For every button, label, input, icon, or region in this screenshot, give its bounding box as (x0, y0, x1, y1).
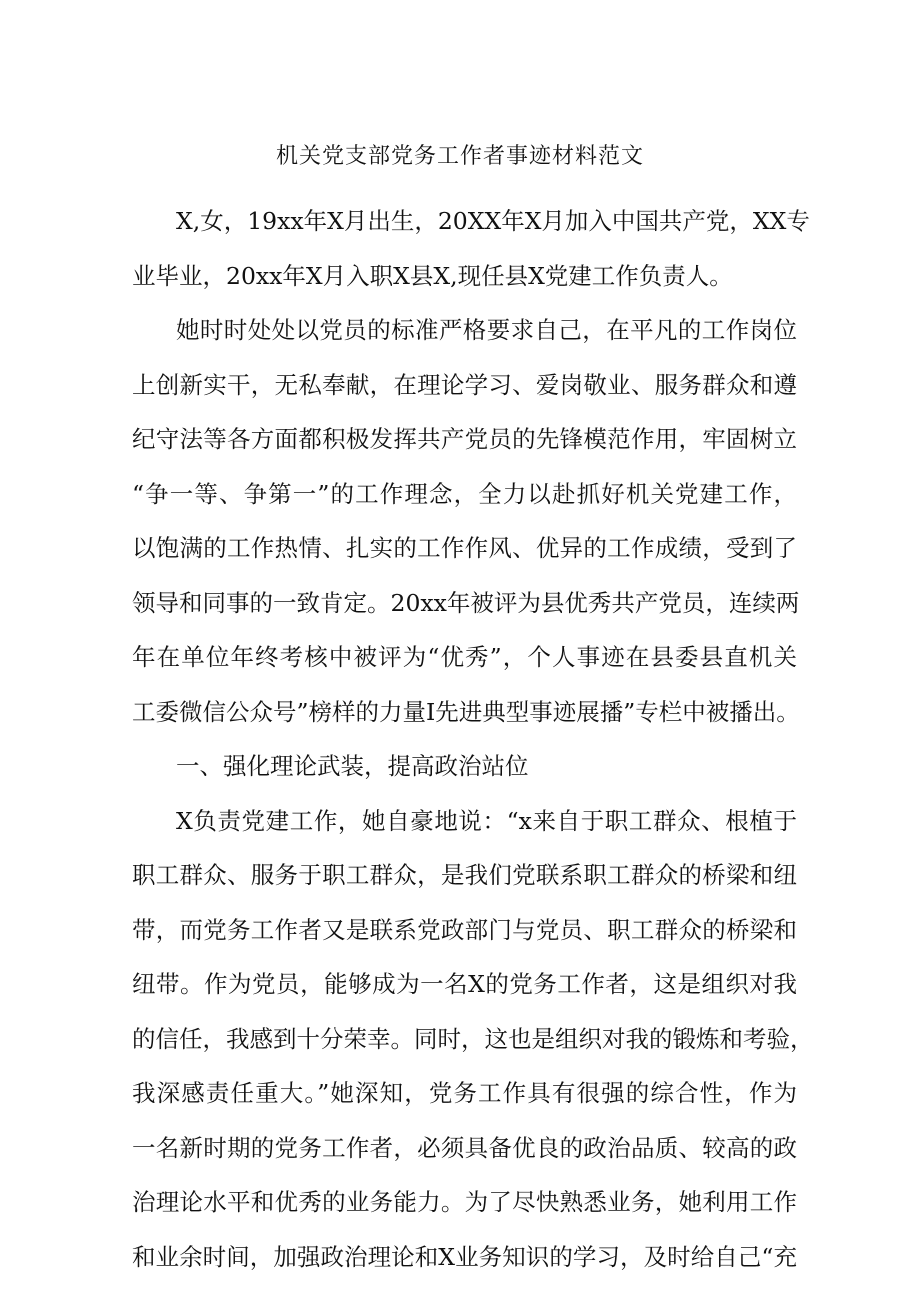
paragraph-line: X负责党建工作，她自豪地说：“x来自于职工群众、根植于 (176, 806, 797, 835)
paragraph-line: 纪守法等各方面都积极发挥共产党员的先锋模范作用，牢固树立 (132, 425, 797, 453)
section-heading: 一、强化理论武装，提高政治站位 (176, 752, 529, 780)
paragraph-line: 我深感责任重大。”她深知，党务工作具有很强的综合性，作为 (132, 1079, 797, 1107)
paragraph-line: “争一等、争第一”的工作理念，全力以赴抓好机关党建工作， (132, 479, 797, 508)
paragraph-line: 上创新实干，无私奉献，在理论学习、爱岗敬业、服务群众和遵 (132, 370, 797, 399)
paragraph-line: 和业余时间，加强政治理论和X业务知识的学习，及时给自己“充 (132, 1242, 797, 1271)
paragraph-line: 以饱满的工作热情、扎实的工作作风、优异的工作成绩，受到了 (132, 534, 797, 562)
paragraph-line: 一名新时期的党务工作者，必须具备优良的政治品质、较高的政 (132, 1133, 797, 1162)
document-body (132, 194, 814, 1284)
document-title: 机关党支部党务工作者事迹材料范文 (275, 144, 644, 169)
paragraph-line: 工委微信公众号”榜样的力量I先进典型事迹展播”专栏中被播出。 (132, 697, 800, 726)
paragraph-line: 治理论水平和优秀的业务能力。为了尽快熟悉业务，她利用工作 (132, 1188, 797, 1216)
paragraph-line: 纽带。作为党员，能够成为一名X的党务工作者，这是组织对我 (132, 970, 797, 998)
paragraph-line: 业毕业，20xx年X月入职X县X,现任县X党建工作负责人。 (132, 261, 733, 290)
paragraph-line: 带，而党务工作者又是联系党政部门与党员、职工群众的桥梁和 (132, 915, 797, 944)
paragraph-line: 的信任，我感到十分荣幸。同时，这也是组织对我的锻炼和考验， (132, 1024, 814, 1053)
paragraph-line: 职工群众、服务于职工群众，是我们党联系职工群众的桥梁和纽 (132, 861, 797, 889)
paragraph-line: 领导和同事的一致肯定。20xx年被评为县优秀共产党员，连续两 (132, 588, 800, 617)
paragraph-line: 她时时处处以党员的标准严格要求自己，在平凡的工作岗位 (176, 316, 797, 344)
paragraph-line: X,女，19xx年X月出生，20XX年X月加入中国共产党，XX专 (176, 207, 810, 235)
paragraph-line: 年在单位年终考核中被评为“优秀”，个人事迹在县委县直机关 (132, 643, 797, 671)
